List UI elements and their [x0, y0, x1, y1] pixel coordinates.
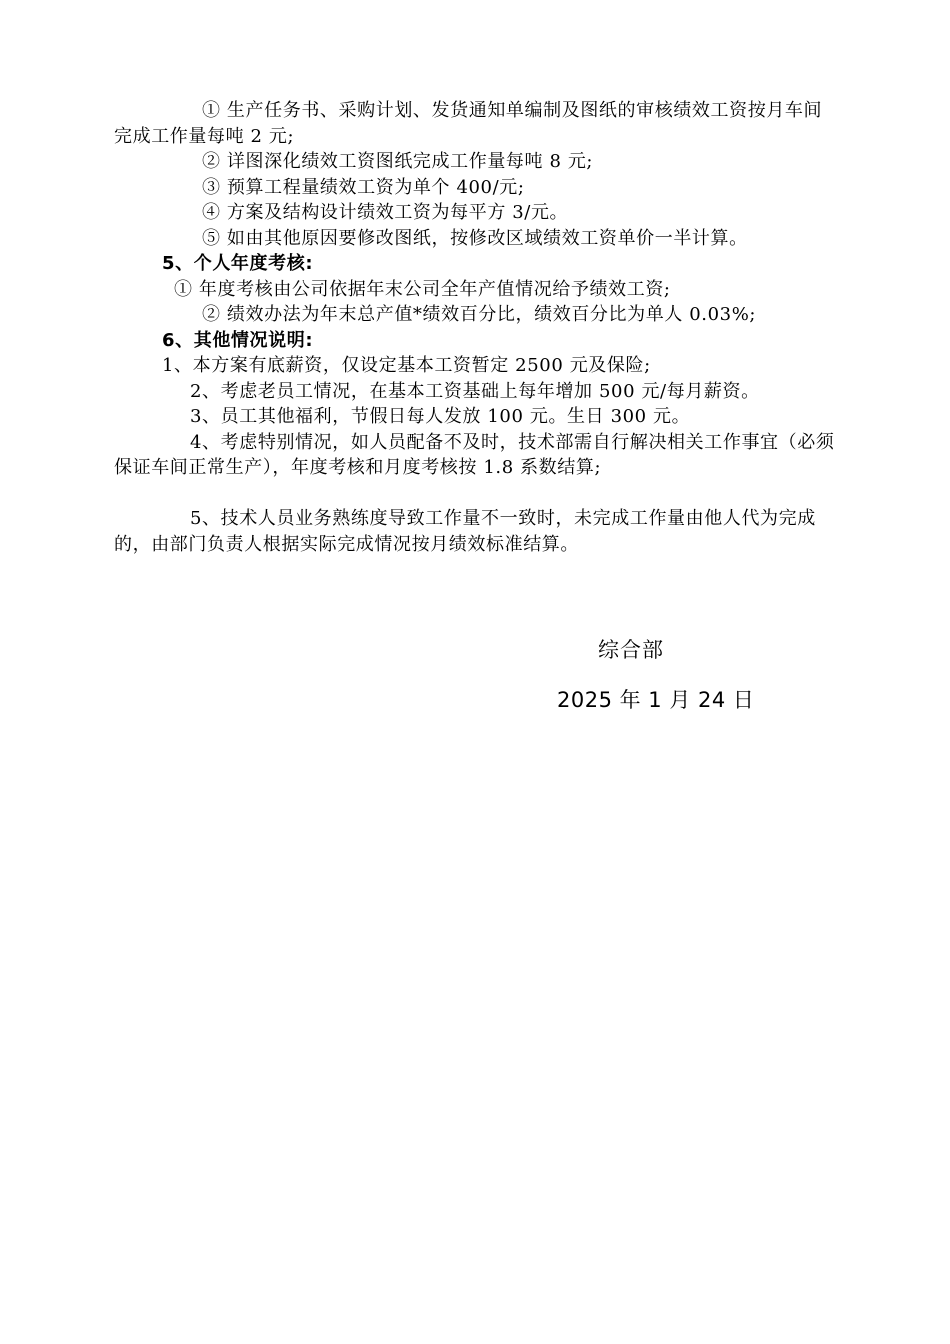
document-body: [114, 98, 836, 557]
section4-item-4: ④ 方案及结构设计绩效工资为每平方 3/元。: [202, 202, 569, 223]
section5-heading: 5、个人年度考核:: [162, 253, 314, 274]
section6-item-3: 3、员工其他福利，节假日每人发放 100 元。生日 300 元。: [190, 406, 691, 427]
paragraph-gap: [114, 481, 836, 507]
section6-item-5: 5、技术人员业务熟练度导致工作量不一致时，未完成工作量由他人代为完成的，由部门负责人根据实际完成情况按月绩效标准结算。: [114, 508, 816, 555]
section6-item-2: 2、考虑老员工情况，在基本工资基础上每年增加 500 元/每月薪资。: [190, 380, 760, 402]
signature-date: 2025 年 1 月 24 日: [557, 688, 755, 712]
section6-heading: 6、其他情况说明:: [162, 329, 314, 351]
section6-item-1: 1、本方案有底薪资，仅设定基本工资暂定 2500 元及保险;: [162, 355, 651, 376]
section5-item-1: ① 年度考核由公司依据年末公司全年产值情况给予绩效工资;: [174, 278, 671, 300]
section6-item-4: 4、考虑特别情况，如人员配备不及时，技术部需自行解决相关工作事宜（必须保证车间正常生产），年度考核和月度考核按 1.8 系数结算;: [114, 431, 835, 478]
section4-item-3: ③ 预算工程量绩效工资为单个 400/元;: [202, 176, 525, 198]
section4-item-1: ① 生产任务书、采购计划、发货通知单编制及图纸的审核绩效工资按月车间完成工作量每吨 2 元;: [114, 100, 823, 147]
signature-department: 综合部: [598, 638, 664, 662]
section4-item-5: ⑤ 如由其他原因要修改图纸，按修改区域绩效工资单价一半计算。: [202, 227, 748, 249]
section5-item-2: ② 绩效办法为年末总产值*绩效百分比，绩效百分比为单人 0.03%;: [202, 304, 757, 325]
section4-item-2: ② 详图深化绩效工资图纸完成工作量每吨 8 元;: [202, 151, 594, 172]
